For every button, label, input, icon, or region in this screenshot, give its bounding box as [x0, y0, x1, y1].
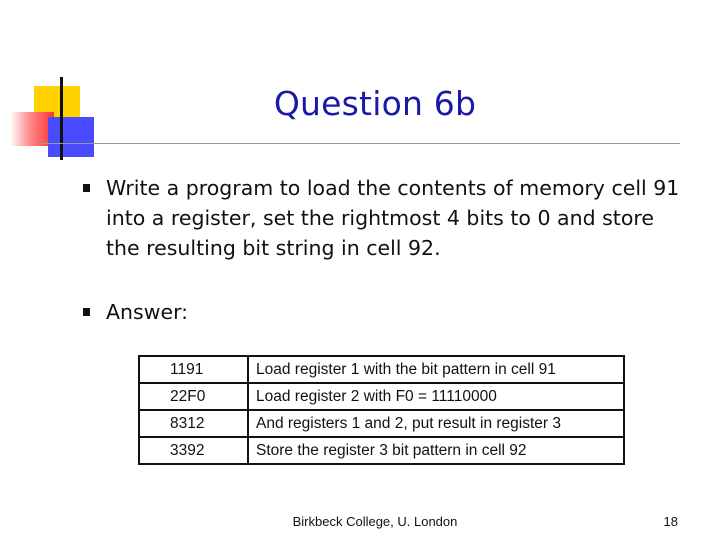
bullet-square-icon [83, 184, 90, 192]
bullet-item [80, 173, 680, 263]
instruction-code: 8312 [139, 410, 248, 437]
logo-vertical-line [60, 77, 63, 160]
bullet-text: Answer: [106, 300, 189, 324]
instruction-code: 3392 [139, 437, 248, 464]
table-row [139, 437, 624, 464]
table-row [139, 356, 624, 383]
instruction-description: Load register 2 with F0 = 11110000 [248, 383, 624, 410]
logo-blue-square [48, 117, 94, 157]
bullet-list [80, 173, 680, 327]
bullet-item [80, 297, 680, 327]
title-divider [36, 143, 680, 144]
table-row [139, 383, 624, 410]
bullet-square-icon [83, 308, 90, 316]
bullet-text: Write a program to load the contents of memory cell 91 into a register, set the rightmost 4 bits to 0 and store the resulting bit string in cell 92. [106, 176, 680, 260]
answer-table [138, 355, 625, 465]
instruction-code: 22F0 [139, 383, 248, 410]
footer-text: Birkbeck College, U. London [292, 514, 458, 529]
table-row [139, 410, 624, 437]
instruction-description: Store the register 3 bit pattern in cell 92 [248, 437, 624, 464]
instruction-description: Load register 1 with the bit pattern in cell 91 [248, 356, 624, 383]
instruction-code: 1191 [139, 356, 248, 383]
page-number: 18 [663, 514, 678, 529]
slide-title: Question 6b [273, 84, 477, 123]
instruction-description: And registers 1 and 2, put result in register 3 [248, 410, 624, 437]
